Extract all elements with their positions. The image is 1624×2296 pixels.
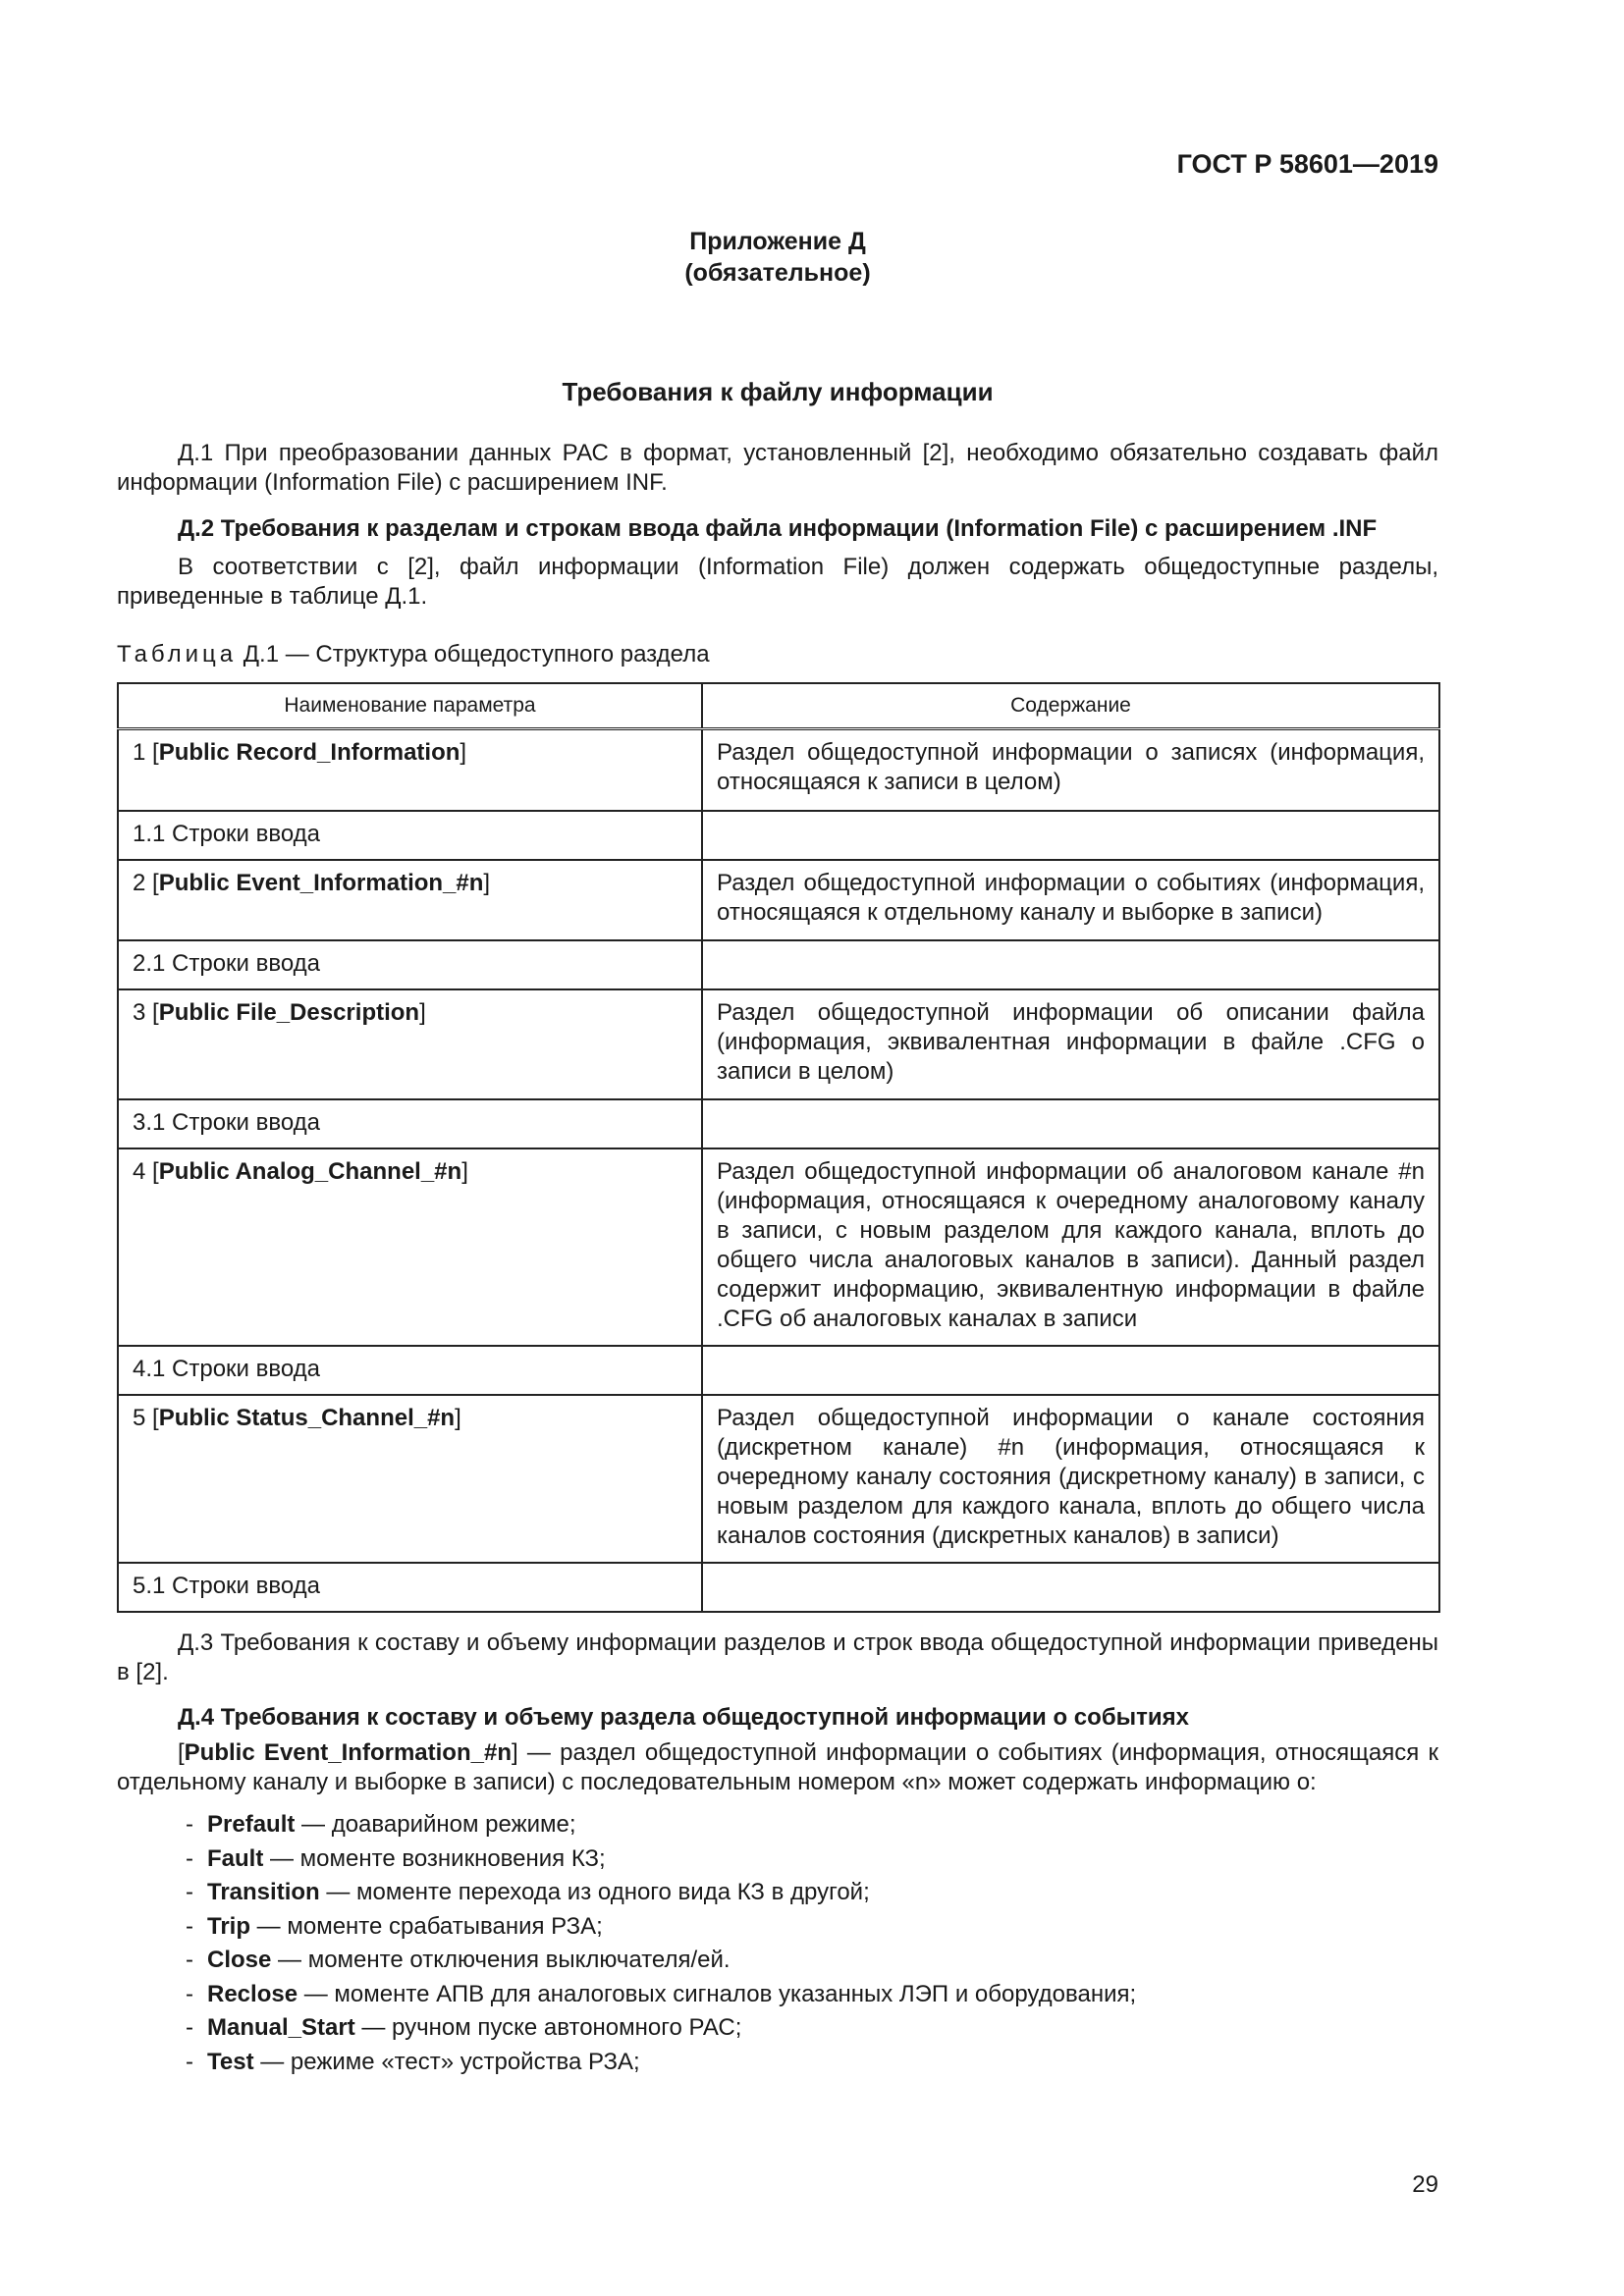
table-row — [118, 1346, 1439, 1395]
content-cell — [702, 811, 1439, 860]
parameter-cell: 1.1 Строки ввода — [118, 811, 702, 860]
parameter-cell: 5.1 Строки ввода — [118, 1563, 702, 1612]
list-item: - Trip — моменте срабатывания РЗА; — [186, 1912, 603, 1940]
column-header-content: Содержание — [702, 683, 1439, 729]
parameter-cell: 3 [Public File_Description] — [118, 989, 702, 1099]
parameter-cell: 2 [Public Event_Information_#n] — [118, 860, 702, 940]
parameter-cell: 1 [Public Record_Information] — [118, 729, 702, 811]
list-item: - Prefault — доаварийном режиме; — [186, 1811, 576, 1838]
table-row — [118, 860, 1439, 940]
table-row — [118, 1148, 1439, 1346]
paragraph-d4-heading: Д.4 Требования к составу и объему раздела общедоступной информации о событиях — [178, 1704, 1189, 1731]
content-cell: Раздел общедоступной информации об аналоговом канале #n (информация, относящаяся к очередному аналоговому каналу в записи, с новым разделом для каждого канала, вплоть до общего числа аналоговых каналов в записи). Данный раздел содержит информацию, эквивалентную информации в файле .CFG об аналоговых каналах в записи — [702, 1148, 1439, 1346]
list-item: - Fault — моменте возникновения КЗ; — [186, 1844, 606, 1872]
structure-table — [117, 682, 1440, 1613]
parameter-cell: 5 [Public Status_Channel_#n] — [118, 1395, 702, 1563]
column-header-parameter: Наименование параметра — [118, 683, 702, 729]
list-item: - Transition — моменте перехода из одного вида КЗ в другой; — [186, 1879, 870, 1905]
table-caption-word: Таблица — [117, 641, 238, 667]
table-row — [118, 1563, 1439, 1612]
table-row — [118, 1099, 1439, 1148]
list-item: - Reclose — моменте АПВ для аналоговых сигналов указанных ЛЭП и оборудования; — [186, 1980, 1137, 2007]
section-title: Требования к файлу информации — [562, 377, 994, 406]
content-cell: Раздел общедоступной информации о событиях (информация, относящаяся к отдельному каналу и выборке в записи) — [702, 860, 1439, 940]
paragraph-d2-heading: Д.2 Требования к разделам и строкам ввода файла информации (Information File) с расширением .INF — [178, 515, 1378, 542]
content-cell: Раздел общедоступной информации об описании файла (информация, эквивалентная информации в файле .CFG о записи в целом) — [702, 989, 1439, 1099]
parameter-cell: 4 [Public Analog_Channel_#n] — [118, 1148, 702, 1346]
paragraph-d1: Д.1 При преобразовании данных РАС в формат, установленный [2], необходимо обязательно создавать файл информации (Information File) с расширением INF. — [117, 440, 1438, 496]
annex-title: Приложение Д — [689, 228, 866, 255]
parameter-cell: 3.1 Строки ввода — [118, 1099, 702, 1148]
table-caption-text: Д.1 — Структура общедоступного раздела — [237, 641, 710, 667]
content-cell: Раздел общедоступной информации о канале состояния (дискретном канале) #n (информация, относящаяся к очередному каналу состояния (дискретному каналу) в записи, с новым разделом для каждого канала, вплоть до общего числа каналов состояния (дискретных каналов) в записи) — [702, 1395, 1439, 1563]
paragraph-d3: Д.3 Требования к составу и объему информации разделов и строк ввода общедоступной информации приведены в [2]. — [117, 1629, 1438, 1685]
list-item: - Close — моменте отключения выключателя/ей. — [186, 1947, 731, 1973]
paragraph-d4-text: [Public Event_Information_#n] — раздел общедоступной информации о событиях (информация, относящаяся к отдельному каналу и выборке в записи) с последовательным номером «n» может содержать информацию о: — [117, 1739, 1438, 1795]
content-cell — [702, 1346, 1439, 1395]
table-row — [118, 811, 1439, 860]
table-row — [118, 729, 1439, 811]
table-caption — [117, 640, 710, 669]
table-row — [118, 940, 1439, 989]
content-cell — [702, 1563, 1439, 1612]
table-header-row — [118, 683, 1439, 729]
annex-heading — [117, 226, 1438, 289]
content-cell: Раздел общедоступной информации о записях (информация, относящаяся к записи в целом) — [702, 729, 1439, 811]
annex-status: (обязательное) — [684, 259, 871, 287]
event-list — [186, 1808, 1136, 2079]
page-number: 29 — [1412, 2171, 1438, 2198]
document-page — [117, 0, 1438, 2296]
content-cell — [702, 940, 1439, 989]
list-item: - Manual_Start — ручном пуске автономного РАС; — [186, 2014, 742, 2041]
list-item: - Test — режиме «тест» устройства РЗА; — [186, 2048, 640, 2075]
paragraph-d2-text: В соответствии с [2], файл информации (Information File) должен содержать общедоступные разделы, приведенные в таблице Д.1. — [117, 554, 1438, 610]
content-cell — [702, 1099, 1439, 1148]
parameter-cell: 4.1 Строки ввода — [118, 1346, 702, 1395]
table-row — [118, 1395, 1439, 1563]
document-code: ГОСТ Р 58601—2019 — [1176, 149, 1438, 179]
table-row — [118, 989, 1439, 1099]
parameter-cell: 2.1 Строки ввода — [118, 940, 702, 989]
